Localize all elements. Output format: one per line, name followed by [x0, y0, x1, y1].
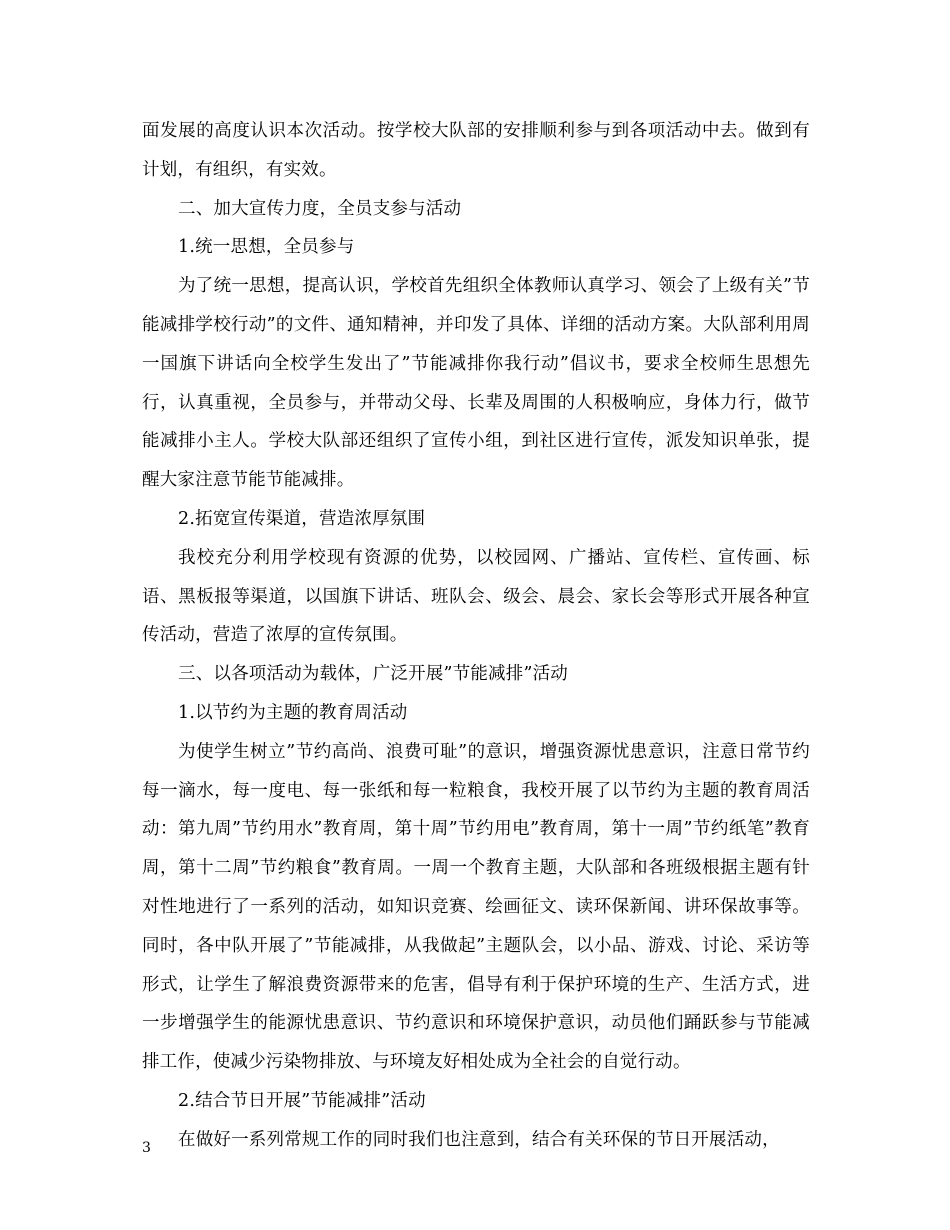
page-number: 3: [142, 1140, 151, 1156]
paragraph: 我校充分利用学校现有资源的优势，以校园网、广播站、宣传栏、宣传画、标语、黑板报等渠道，以国旗下讲话、班队会、级会、晨会、家长会等形式开展各种宣传活动，营造了浓厚的宣传氛围。: [142, 547, 810, 646]
subsection-heading: 2.结合节日开展”节能减排”活动: [178, 1090, 426, 1111]
paragraph: 面发展的高度认识本次活动。按学校大队部的安排顺利参与到各项活动中去。做到有计划，有组织，有实效。: [142, 121, 810, 180]
document-body: [142, 112, 810, 1160]
subsection-heading: 2.拓宽宣传渠道，营造浓厚氛围: [178, 508, 426, 529]
subsection-heading: 1.统一思想，全员参与: [178, 237, 355, 258]
paragraph: 为使学生树立”节约高尚、浪费可耻”的意识，增强资源忧患意识，注意日常节约每一滴水，每一度电、每一张纸和每一粒粮食，我校开展了以节约为主题的教育周活动：第九周”节约用水”教育周，第十周”节约用电”教育周，第十一周”节约纸笔”教育周，第十二周”节约粮食”教育周。一周一个教育主题，大队部和各班级根据主题有针对性地进行了一系列的活动，如知识竞赛、绘画征文、读环保新闻、讲环保故事等。同时，各中队开展了”节能减排，从我做起”主题队会，以小品、游戏、讨论、采访等形式，让学生了解浪费资源带来的危害，倡导有利于保护环境的生产、生活方式，进一步增强学生的能源忧患意识、节约意识和环境保护意识，动员他们踊跃参与节能减排工作，使减少污染物排放、与环境友好相处成为全社会的自觉行动。: [142, 741, 810, 1073]
paragraph: 为了统一思想，提高认识，学校首先组织全体教师认真学习、领会了上级有关”节能减排学校行动”的文件、通知精神，并印发了具体、详细的活动方案。大队部利用周一国旗下讲话向全校学生发出了”节能减排你我行动”倡议书，要求全校师生思想先行，认真重视，全员参与，并带动父母、长辈及周围的人积极响应，身体力行，做节能减排小主人。学校大队部还组织了宣传小组，到社区进行宣传，派发知识单张，提醒大家注意节能节能减排。: [142, 276, 810, 491]
section-heading: 二、加大宣传力度，全员支参与活动: [178, 198, 462, 219]
subsection-heading: 1.以节约为主题的教育周活动: [178, 702, 408, 723]
section-heading: 三、以各项活动为载体，广泛开展”节能减排”活动: [178, 664, 568, 685]
paragraph: 在做好一系列常规工作的同时我们也注意到，结合有关环保的节日开展活动，: [178, 1129, 780, 1150]
